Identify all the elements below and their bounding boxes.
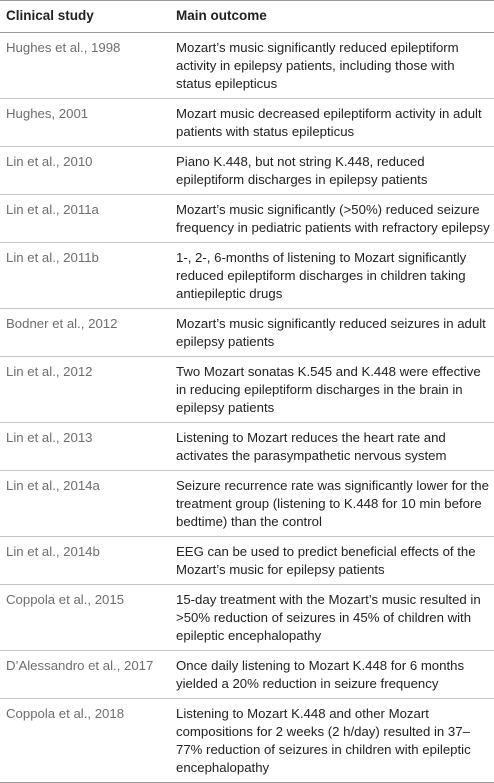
table-header: [0, 1, 494, 33]
study-cell: Lin et al., 2012: [0, 357, 170, 423]
table-row: [0, 33, 494, 99]
table-row: [0, 471, 494, 537]
outcome-cell: Two Mozart sonatas K.545 and K.448 were effective in reducing epileptiform discharges in the brain in epilepsy patients: [170, 357, 494, 423]
table-row: [0, 585, 494, 651]
outcome-cell: 15-day treatment with the Mozart’s music resulted in >50% reduction of seizures in 45% of children with epileptic encephalopathy: [170, 585, 494, 651]
outcome-cell: Once daily listening to Mozart K.448 for 6 months yielded a 20% reduction in seizure frequency: [170, 651, 494, 699]
outcome-cell: Piano K.448, but not string K.448, reduced epileptiform discharges in epilepsy patients: [170, 147, 494, 195]
table-row: [0, 147, 494, 195]
outcome-cell: 1-, 2-, 6-months of listening to Mozart significantly reduced epileptiform discharges in children taking antiepileptic drugs: [170, 243, 494, 309]
table-row: [0, 309, 494, 357]
table-row: [0, 243, 494, 309]
table-body: [0, 33, 494, 783]
header-row: [0, 1, 494, 33]
study-cell: Lin et al., 2014b: [0, 537, 170, 585]
outcome-cell: EEG can be used to predict beneficial effects of the Mozart’s music for epilepsy patients: [170, 537, 494, 585]
column-header-main-outcome: Main outcome: [170, 1, 494, 33]
study-cell: Hughes et al., 1998: [0, 33, 170, 99]
study-cell: Hughes, 2001: [0, 99, 170, 147]
outcome-cell: Mozart’s music significantly reduced seizures in adult epilepsy patients: [170, 309, 494, 357]
table-row: [0, 99, 494, 147]
table-row: [0, 537, 494, 585]
table-row: [0, 423, 494, 471]
outcome-cell: Mozart’s music significantly reduced epileptiform activity in epilepsy patients, including those with status epilepticus: [170, 33, 494, 99]
table-row: [0, 651, 494, 699]
study-cell: Coppola et al., 2015: [0, 585, 170, 651]
outcome-cell: Mozart music decreased epileptiform activity in adult patients with status epilepticus: [170, 99, 494, 147]
study-cell: Lin et al., 2013: [0, 423, 170, 471]
study-cell: D’Alessandro et al., 2017: [0, 651, 170, 699]
table-row: [0, 699, 494, 783]
study-cell: Coppola et al., 2018: [0, 699, 170, 783]
study-cell: Lin et al., 2011b: [0, 243, 170, 309]
outcome-cell: Seizure recurrence rate was significantly lower for the treatment group (listening to K.448 for 10 min before bedtime) than the control: [170, 471, 494, 537]
outcome-cell: Mozart’s music significantly (>50%) reduced seizure frequency in pediatric patients with refractory epilepsy: [170, 195, 494, 243]
outcome-cell: Listening to Mozart reduces the heart rate and activates the parasympathetic nervous system: [170, 423, 494, 471]
study-cell: Lin et al., 2011a: [0, 195, 170, 243]
study-cell: Lin et al., 2014a: [0, 471, 170, 537]
column-header-clinical-study: Clinical study: [0, 1, 170, 33]
table-row: [0, 195, 494, 243]
study-cell: Lin et al., 2010: [0, 147, 170, 195]
study-cell: Bodner et al., 2012: [0, 309, 170, 357]
table-row: [0, 357, 494, 423]
outcome-cell: Listening to Mozart K.448 and other Mozart compositions for 2 weeks (2 h/day) resulted in 37–77% reduction of seizures in children with epileptic encephalopathy: [170, 699, 494, 783]
